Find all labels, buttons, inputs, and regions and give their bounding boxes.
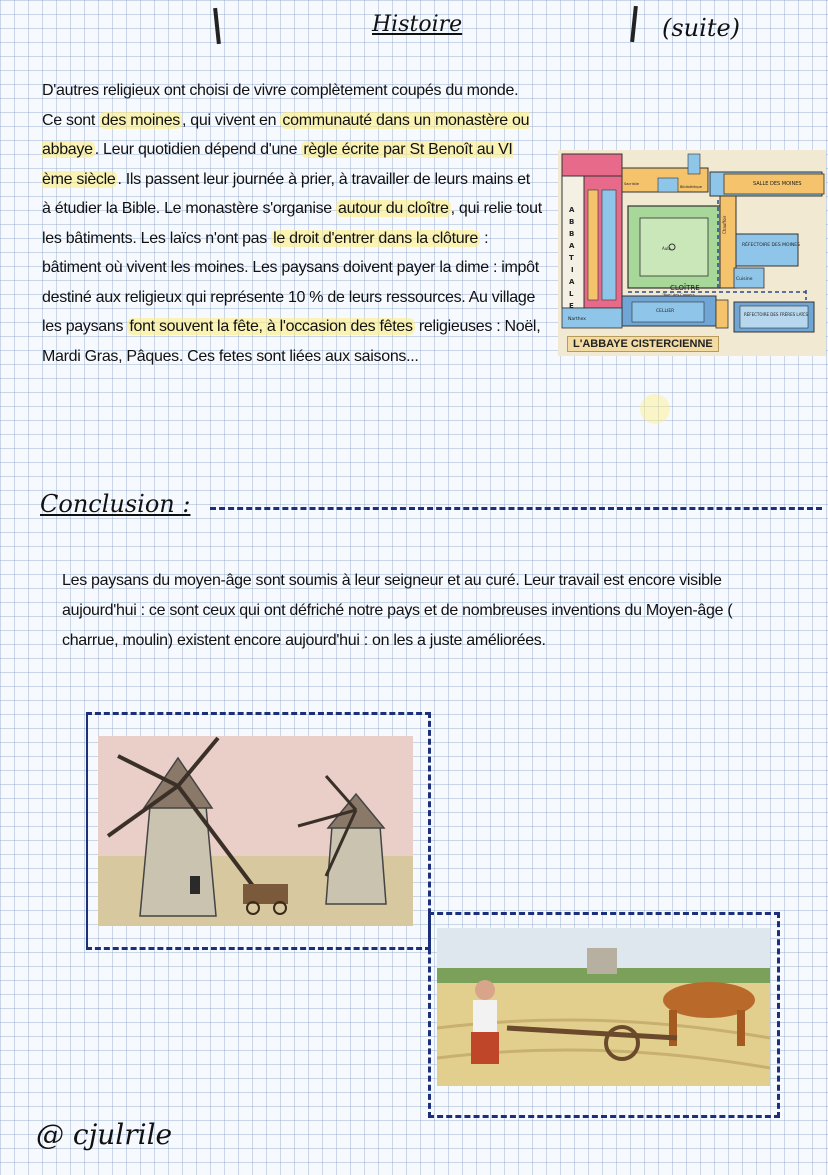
windmill-svg <box>98 736 413 926</box>
highlight-cloture: le droit d'entrer dans la clôture <box>273 229 478 247</box>
svg-text:E: E <box>569 302 574 310</box>
page-subtitle-suite: (suite) <box>662 14 741 42</box>
svg-text:B: B <box>569 218 575 226</box>
page-title: Histoire <box>372 12 463 37</box>
svg-text:A: A <box>569 278 575 286</box>
svg-text:RÉFECTOIRE DES MOINES: RÉFECTOIRE DES MOINES <box>742 243 800 248</box>
highlight-cloitre: autour du cloître <box>338 200 449 217</box>
conclusion-heading: Conclusion : <box>40 490 191 518</box>
plough-image <box>437 928 770 1086</box>
abbey-plan-image <box>558 150 826 356</box>
highlight-blob <box>640 394 670 424</box>
main-paragraph: D'autres religieux ont choisi de vivre complètement coupés du monde. Ce sont des moines , qui vivent en communauté dans un monastère ou abbaye . Leur quotidien dépend d'une règle écrite par St Benoît au VI ème siècle . Ils passent leur journée à prier, à travailler de leurs mains et à étudier la Bible. Le monastère s'organise autour du cloître , qui relie tout les bâtiments. Les laïcs n'ont pas le droit d'entrer dans la clôture : bâtiment où vivent les moines. Les paysans doivent payer la dime : impôt destiné aux religieux qui représente 10 % de leurs ressources. Au village les paysans font souvent la fête, à l'occasion des fêtes religieuses : Noël, Mardi Gras, Pâques. Ces fetes sont liées aux saisons... <box>42 82 542 365</box>
abbey-label-cloitre: CLOÎTRE <box>670 284 700 292</box>
author-signature: @ cjulrile <box>36 1118 173 1151</box>
svg-text:L: L <box>569 290 574 298</box>
conclusion-dashed-line <box>210 507 822 510</box>
highlight-fete: font souvent la fête, à l'occasion des fêtes <box>129 318 413 335</box>
abbey-plan-caption: L'ABBAYE CISTERCIENNE <box>567 336 719 352</box>
svg-text:RÉFECTOIRE DES FRÈRES LAÏCS: RÉFECTOIRE DES FRÈRES LAÏCS <box>744 312 808 317</box>
svg-text:T: T <box>569 254 574 262</box>
svg-text:A: A <box>569 206 575 214</box>
svg-text:Sacristie: Sacristie <box>624 182 640 186</box>
abbey-plan-svg <box>558 150 826 356</box>
svg-text:I: I <box>571 266 574 274</box>
plough-svg <box>437 928 770 1086</box>
svg-text:"Rue" des Convers: "Rue" des Convers <box>662 293 695 297</box>
title-bar-left <box>213 8 221 44</box>
title-bar-right <box>630 6 638 42</box>
svg-text:Narthex: Narthex <box>568 317 586 322</box>
conclusion-paragraph: Les paysans du moyen-âge sont soumis à leur seigneur et au curé. Leur travail est encore visible aujourd'hui : ce sont ceux qui ont défriché notre pays et de nombreuses inventions du Moyen-âge ( charrue, moulin) existent encore aujourd'hui : on les a juste améliorées. <box>62 572 733 649</box>
svg-text:B: B <box>569 230 575 238</box>
svg-text:A: A <box>569 242 575 250</box>
svg-text:SALLE DES MOINES: SALLE DES MOINES <box>753 181 802 187</box>
svg-text:Aula: Aula <box>662 246 671 251</box>
highlight-communaute: communauté dans un monastère ou abbaye <box>42 111 530 158</box>
svg-text:CELLIER: CELLIER <box>656 309 675 314</box>
highlight-moines: des moines <box>101 111 181 129</box>
highlight-regle: règle écrite par St Benoît au VI ème siècle <box>42 141 513 188</box>
svg-text:Bibliothèque: Bibliothèque <box>680 185 703 189</box>
svg-text:Cuisine: Cuisine <box>736 277 753 282</box>
svg-text:Chauffoir: Chauffoir <box>722 215 727 234</box>
windmill-image <box>98 736 413 926</box>
